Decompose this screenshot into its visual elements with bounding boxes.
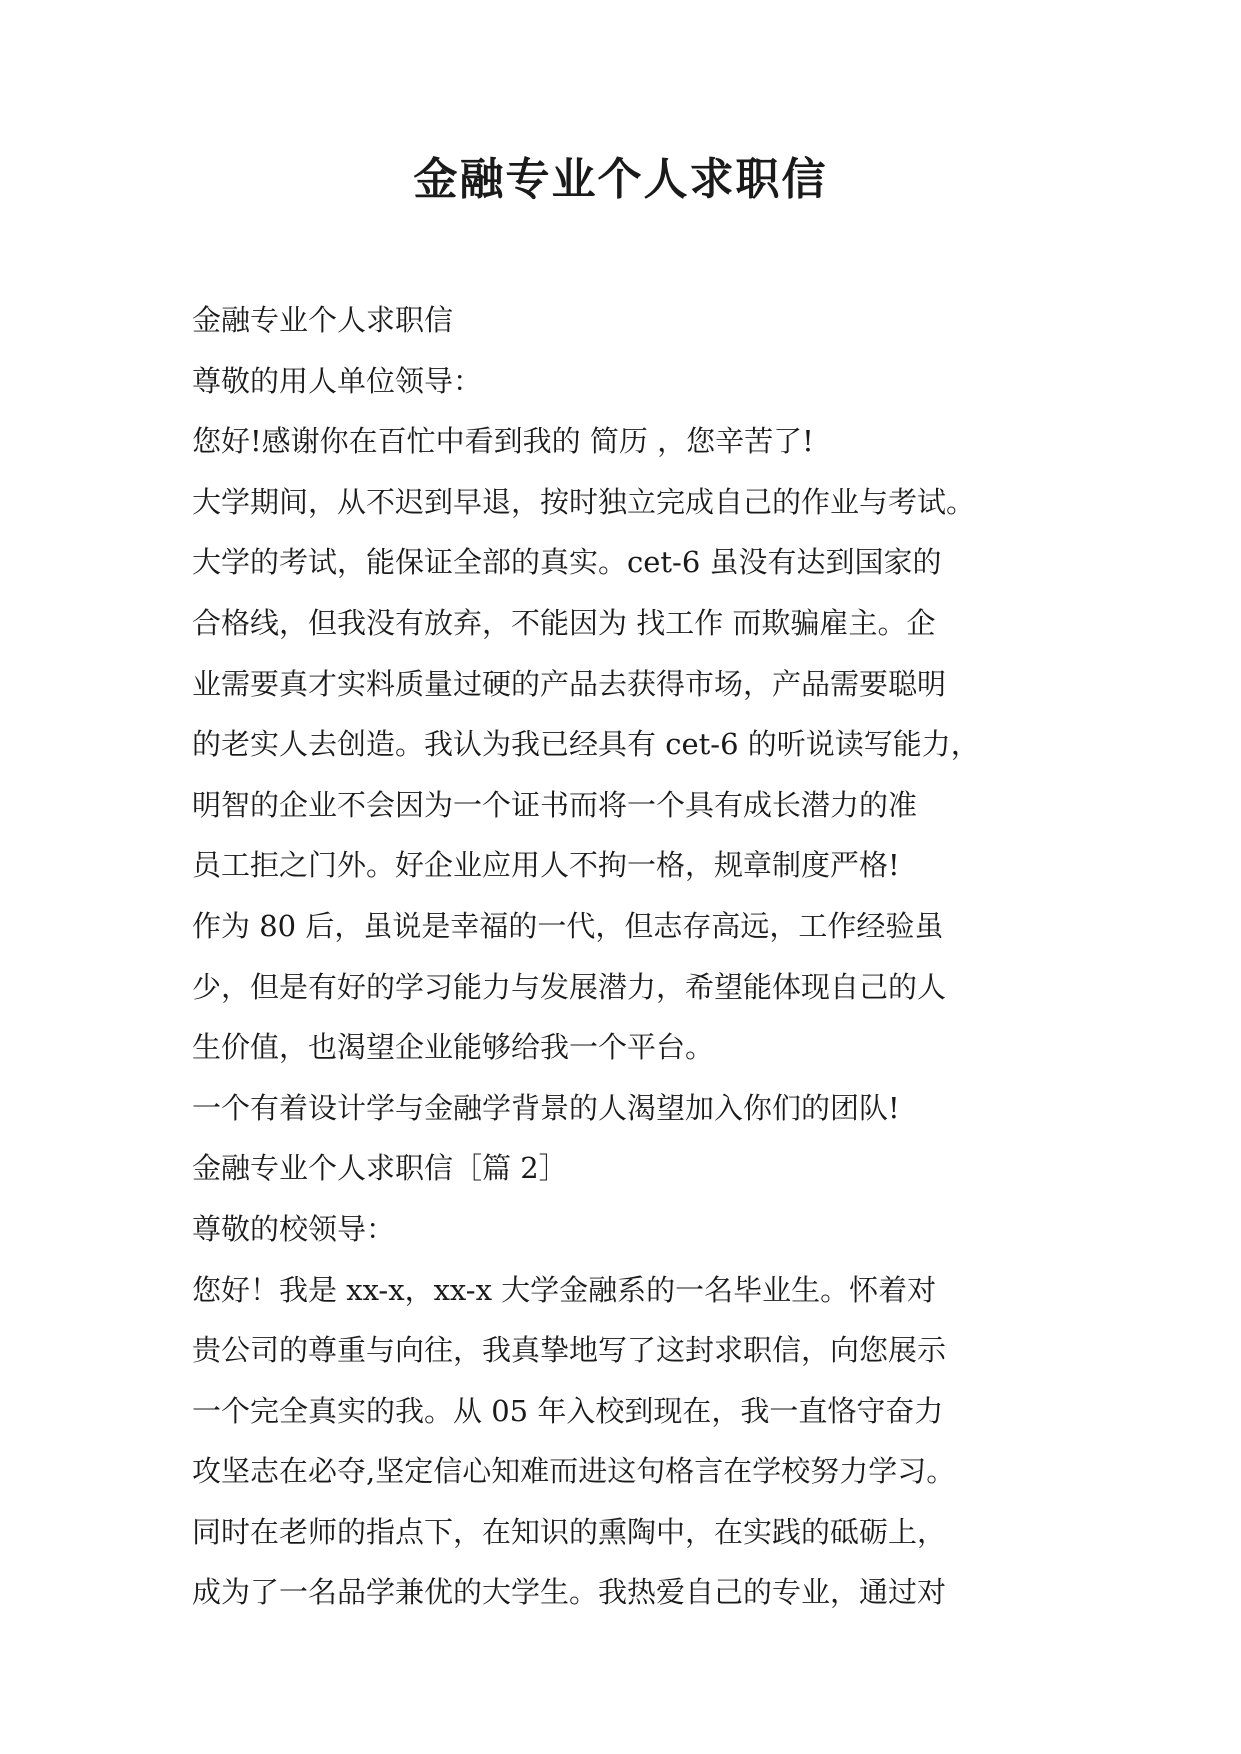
body-line: 合格线，但我没有放弃，不能因为 找工作 而欺骗雇主。企 xyxy=(192,605,936,640)
body-line: 生价值，也渴望企业能够给我一个平台。 xyxy=(192,1030,715,1065)
body-line: 明智的企业不会因为一个证书而将一个具有成长潜力的准 xyxy=(192,787,918,822)
body-line: 尊敬的用人单位领导： xyxy=(192,363,483,398)
body-line: 贵公司的尊重与向往，我真挚地写了这封求职信，向您展示 xyxy=(192,1333,947,1368)
body-line: 作为 80 后，虽说是幸福的一代，但志存高远，工作经验虽 xyxy=(192,908,944,943)
body-line: 尊敬的校领导： xyxy=(192,1211,396,1246)
section-heading: 金融专业个人求职信［篇 2］ xyxy=(192,1151,568,1186)
body-line: 您好!感谢你在百忙中看到我的 简历 ，您辛苦了! xyxy=(192,424,814,459)
body-line: 少，但是有好的学习能力与发展潜力，希望能体现自己的人 xyxy=(192,969,947,1004)
body-line: 业需要真才实料质量过硬的产品去获得市场，产品需要聪明 xyxy=(192,666,947,701)
body-line: 您好！我是 xx-x，xx-x 大学金融系的一名毕业生。怀着对 xyxy=(192,1272,937,1307)
body-line: 一个有着设计学与金融学背景的人渴望加入你们的团队! xyxy=(192,1090,900,1125)
body-line: 员工拒之门外。好企业应用人不拘一格，规章制度严格! xyxy=(192,848,900,883)
body-line: 大学期间，从不迟到早退，按时独立完成自己的作业与考试。 xyxy=(192,484,976,519)
body-line: 攻坚志在必夺,坚定信心知难而进这句格言在学校努力学习。 xyxy=(192,1454,956,1489)
document-body xyxy=(192,290,1072,1623)
document-title: 金融专业个人求职信 xyxy=(413,154,828,205)
body-line: 金融专业个人求职信 xyxy=(192,303,454,337)
body-line: 大学的考试，能保证全部的真实。cet-6 虽没有达到国家的 xyxy=(192,545,942,580)
body-line: 同时在老师的指点下，在知识的熏陶中，在实践的砥砺上， xyxy=(192,1514,947,1549)
body-line: 的老实人去创造。我认为我已经具有 cet-6 的听说读写能力， xyxy=(192,727,980,762)
body-line: 一个完全真实的我。从 05 年入校到现在，我一直恪守奋力 xyxy=(192,1393,944,1428)
body-line: 成为了一名品学兼优的大学生。我热爱自己的专业，通过对 xyxy=(192,1575,947,1610)
